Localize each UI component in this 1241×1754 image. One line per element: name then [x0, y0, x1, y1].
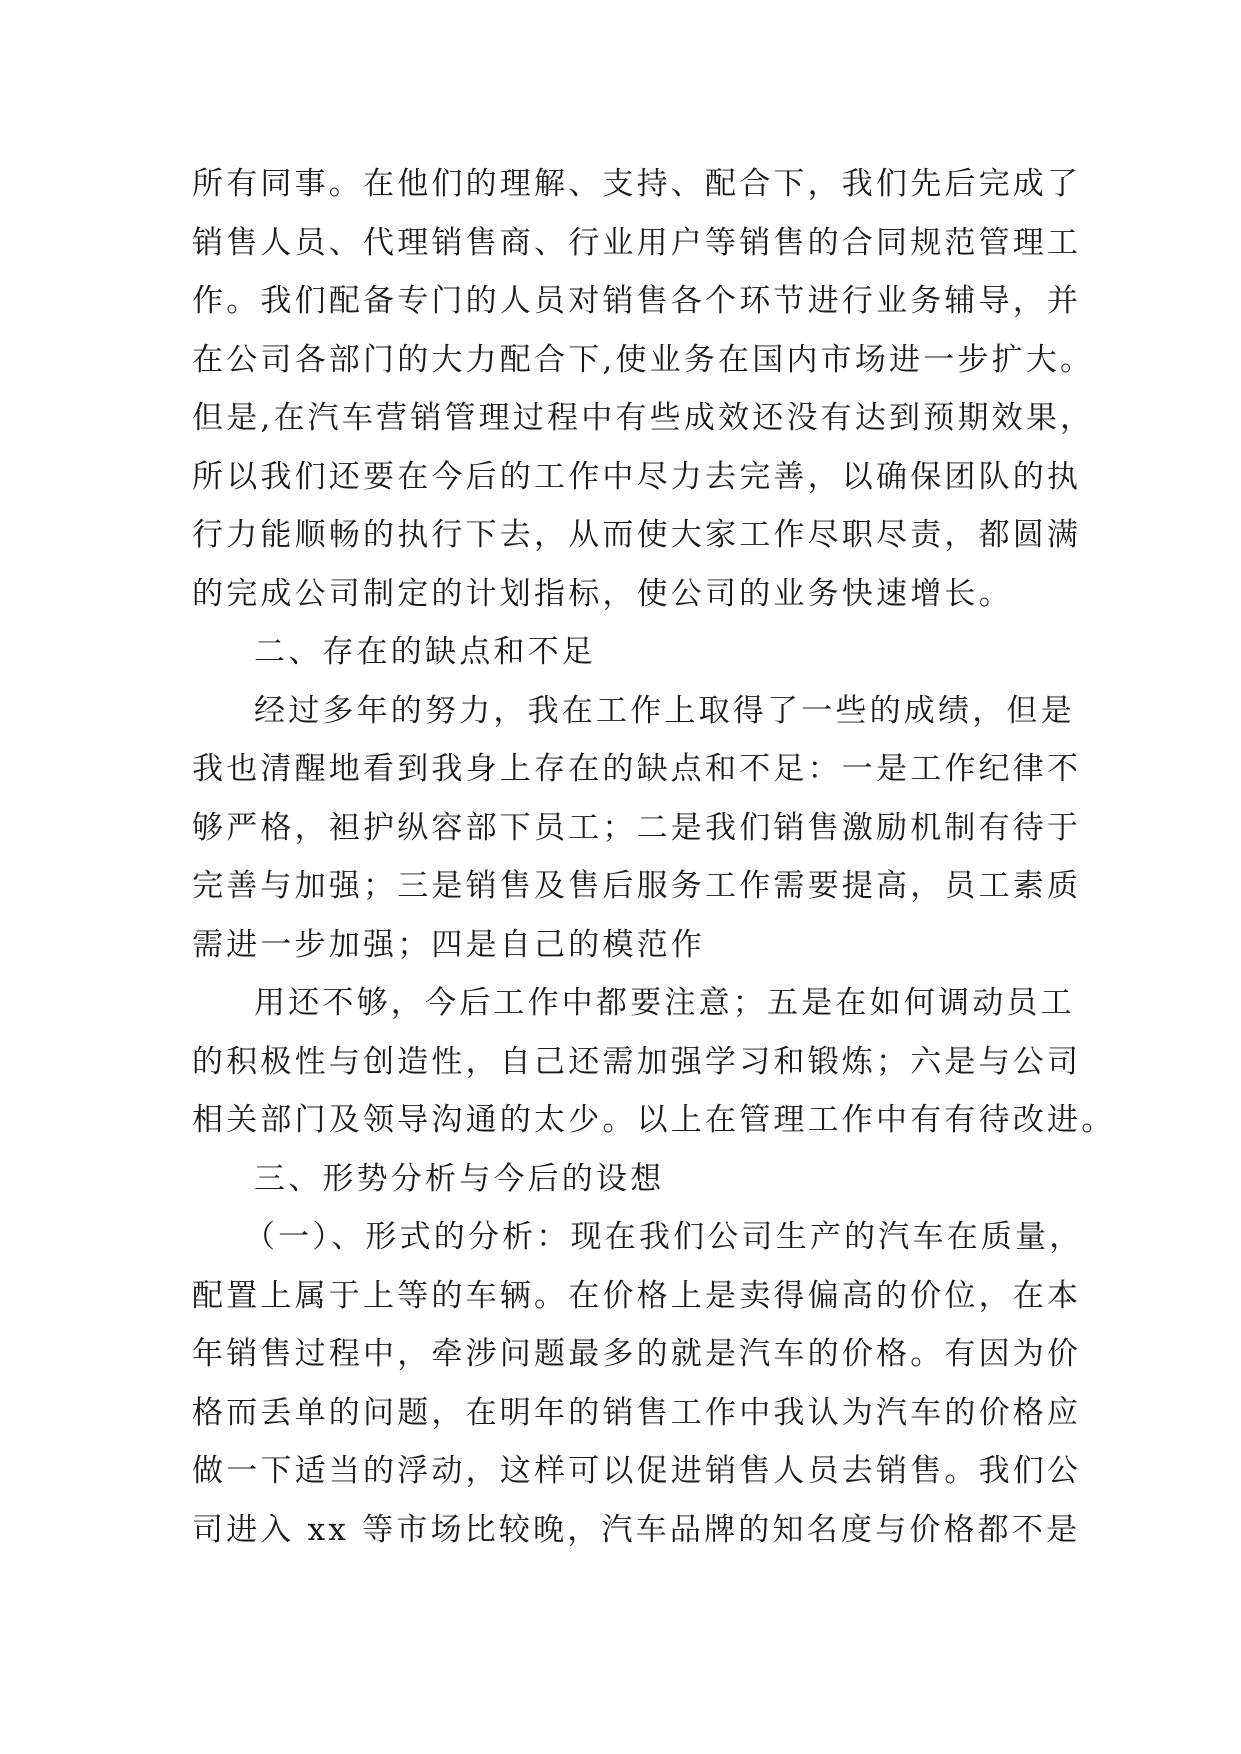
text-line: 我也清醒地看到我身上存在的缺点和不足：一是工作纪律不	[192, 751, 1082, 787]
text-line: 所有同事。在他们的理解、支持、配合下，我们先后完成了	[192, 166, 1082, 202]
text-line: 在公司各部门的大力配合下,使业务在国内市场进一步扩大。	[192, 341, 1095, 378]
text-line: 的完成公司制定的计划指标，使公司的业务快速增长。	[192, 575, 1013, 612]
text-line: 所以我们还要在今后的工作中尽力去完善，以确保团队的执	[192, 458, 1082, 495]
text-line: 但是,在汽车营销管理过程中有些成效还没有达到预期效果，	[192, 400, 1095, 436]
text-line: 需进一步加强；四是自己的模范作	[192, 926, 705, 963]
text-line: 配置上属于上等的车辆。在价格上是卖得偏高的价位，在本	[192, 1277, 1082, 1314]
section-heading-2: 二、存在的缺点和不足	[254, 634, 596, 670]
subsection-heading-1: （一）、形式的分析：现在我们公司生产的汽车在质量，	[244, 1219, 1084, 1255]
text-line: 行力能顺畅的执行下去，从而使大家工作尽职尽责，都圆满	[192, 517, 1082, 553]
text-line: 年销售过程中，牵涉问题最多的就是汽车的价格。有因为价	[192, 1336, 1082, 1372]
document-body	[192, 155, 1116, 1559]
text-line: 作。我们配备专门的人员对销售各个环节进行业务辅导，并	[192, 283, 1082, 319]
text-line: 经过多年的努力，我在工作上取得了一些的成绩，但是	[254, 692, 1075, 729]
text-line: 用还不够，今后工作中都要注意；五是在如何调动员工	[254, 985, 1075, 1021]
text-line: 格而丢单的问题，在明年的销售工作中我认为汽车的价格应	[192, 1394, 1082, 1431]
text-line: 完善与加强；三是销售及售后服务工作需要提高，员工素质	[192, 868, 1082, 904]
text-line: 够严格，袒护纵容部下员工；二是我们销售激励机制有待于	[192, 809, 1082, 846]
text-line: 的积极性与创造性，自己还需加强学习和锻炼；六是与公司	[192, 1043, 1082, 1080]
section-heading-3: 三、形势分析与今后的设想	[254, 1160, 665, 1197]
text-line: 司进入 xx 等市场比较晚，汽车品牌的知名度与价格都不是	[192, 1511, 1081, 1548]
text-line: 销售人员、代理销售商、行业用户等销售的合同规范管理工	[192, 224, 1082, 261]
text-line: 相关部门及领导沟通的太少。以上在管理工作中有有待改进。	[192, 1102, 1116, 1138]
text-line: 做一下适当的浮动，这样可以促进销售人员去销售。我们公	[192, 1453, 1082, 1489]
